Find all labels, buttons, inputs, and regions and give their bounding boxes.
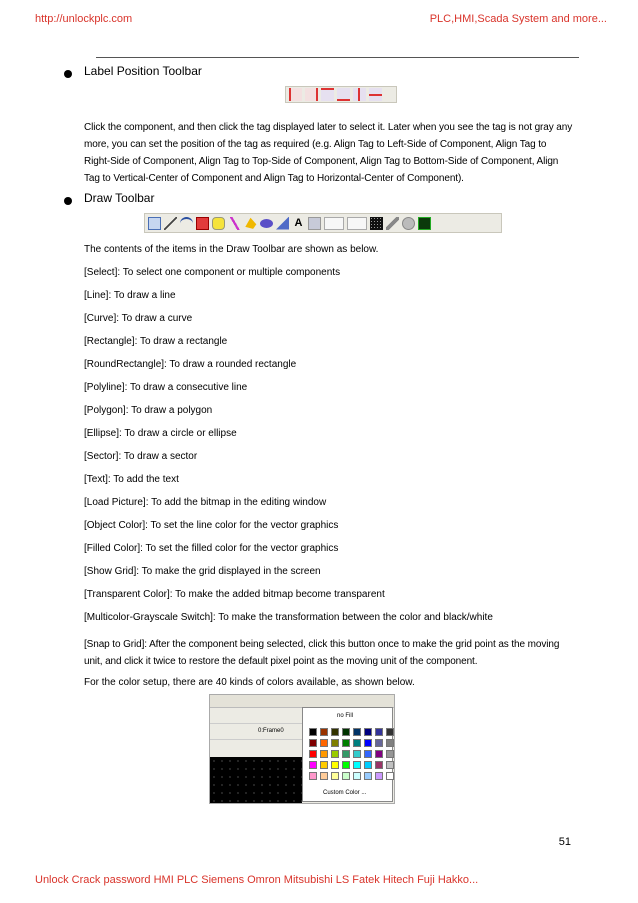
- frame-row: [210, 723, 302, 740]
- color-swatch[interactable]: [364, 761, 372, 769]
- color-swatch[interactable]: [309, 739, 317, 747]
- ellipse-icon[interactable]: [260, 219, 273, 228]
- color-swatch[interactable]: [364, 772, 372, 780]
- draw-item-line: [Ellipse]: To draw a circle or ellipse: [84, 428, 237, 439]
- color-palette-screenshot: [209, 694, 395, 804]
- color-swatch[interactable]: [342, 772, 350, 780]
- color-swatch[interactable]: [353, 728, 361, 736]
- custom-color-option[interactable]: Custom Color ...: [323, 790, 367, 796]
- filled-color-icon[interactable]: [347, 217, 367, 230]
- snap-to-grid-description: [Snap to Grid]: After the component being selected, click this button once to make the grid point as the moving unit, and click it twice to restore the default pixel point as the moving unit of the component.: [84, 639, 560, 667]
- color-swatch[interactable]: [309, 772, 317, 780]
- roundrect-icon[interactable]: [212, 217, 225, 230]
- load-picture-icon[interactable]: [308, 217, 321, 230]
- color-swatch[interactable]: [331, 772, 339, 780]
- draw-item-line: [Transparent Color]: To make the added bitmap become transparent: [84, 589, 385, 600]
- draw-item-line: [Load Picture]: To add the bitmap in the editing window: [84, 497, 327, 508]
- color-swatch[interactable]: [386, 772, 394, 780]
- color-swatch[interactable]: [375, 728, 383, 736]
- line-icon[interactable]: [164, 217, 177, 230]
- color-swatches: [309, 728, 394, 780]
- header-tagline: PLC,HMI,Scada System and more...: [429, 13, 607, 25]
- color-swatch[interactable]: [386, 761, 394, 769]
- align-vcenter-icon[interactable]: [353, 88, 366, 101]
- color-swatch[interactable]: [320, 739, 328, 747]
- label-position-toolbar: [285, 86, 397, 103]
- bullet: [64, 70, 72, 78]
- section-title-draw-toolbar: Draw Toolbar: [84, 191, 155, 205]
- align-right-icon[interactable]: [305, 88, 318, 101]
- color-swatch[interactable]: [331, 739, 339, 747]
- draw-item-line: [Multicolor-Grayscale Switch]: To make the transformation between the color and black/white: [84, 612, 493, 623]
- color-swatch[interactable]: [364, 750, 372, 758]
- color-dropdown[interactable]: [302, 707, 393, 802]
- snap-grid-icon[interactable]: [418, 217, 431, 230]
- draw-item-line: [Rectangle]: To draw a rectangle: [84, 336, 228, 347]
- polygon-icon[interactable]: [244, 217, 257, 230]
- color-swatch[interactable]: [342, 750, 350, 758]
- align-top-icon[interactable]: [321, 88, 334, 101]
- color-swatch[interactable]: [309, 728, 317, 736]
- frame-field[interactable]: 0:Frame0: [258, 728, 284, 734]
- color-swatch[interactable]: [386, 750, 394, 758]
- align-left-icon[interactable]: [289, 88, 302, 101]
- color-swatch[interactable]: [342, 739, 350, 747]
- rectangle-icon[interactable]: [196, 217, 209, 230]
- color-swatch[interactable]: [386, 739, 394, 747]
- section-title-label-position: Label Position Toolbar: [84, 64, 202, 78]
- color-swatch[interactable]: [364, 728, 372, 736]
- color-swatch[interactable]: [320, 750, 328, 758]
- color-swatch[interactable]: [342, 728, 350, 736]
- draw-item-line: [Object Color]: To set the line color for the vector graphics: [84, 520, 339, 531]
- color-setup-intro: For the color setup, there are 40 kinds of colors available, as shown below.: [84, 677, 415, 688]
- color-swatch[interactable]: [353, 750, 361, 758]
- color-swatch[interactable]: [375, 739, 383, 747]
- editor-grid-area: [210, 757, 302, 803]
- header-url[interactable]: http://unlockplc.com: [35, 13, 133, 25]
- color-swatch[interactable]: [331, 761, 339, 769]
- color-swatch[interactable]: [364, 739, 372, 747]
- color-swatch[interactable]: [320, 772, 328, 780]
- sector-icon[interactable]: [276, 217, 289, 230]
- draw-item-line: [RoundRectangle]: To draw a rounded rectangle: [84, 359, 297, 370]
- text-icon[interactable]: A: [294, 216, 303, 229]
- color-swatch[interactable]: [309, 761, 317, 769]
- color-swatch[interactable]: [342, 761, 350, 769]
- draw-item-line: [Sector]: To draw a sector: [84, 451, 198, 462]
- align-hcenter-icon[interactable]: [369, 88, 382, 101]
- draw-item-line: [Show Grid]: To make the grid displayed in the screen: [84, 566, 321, 577]
- palette-toolbar-row4: [210, 739, 302, 757]
- color-swatch[interactable]: [331, 728, 339, 736]
- transparent-icon[interactable]: [386, 217, 399, 230]
- curve-icon[interactable]: [180, 217, 193, 230]
- polyline-icon[interactable]: [228, 217, 241, 230]
- draw-item-line: [Select]: To select one component or multiple components: [84, 267, 341, 278]
- draw-toolbar: [144, 213, 502, 233]
- label-toolbar-description: Click the component, and then click the tag displayed later to select it. Later when you see the tag is not gray any more, you can set the position of the tag as required (e.g. Align Tag to Left-Side of Component, Align Tag to Right-Side of Component, Align Tag to Top-Side of Component, Align Tag to Bottom-Side of Component, Align Tag to Vertical-Center of Component and Align Tag to Horizontal-Center of Component).: [84, 122, 573, 184]
- color-swatch[interactable]: [320, 761, 328, 769]
- object-color-icon[interactable]: [324, 217, 344, 230]
- color-swatch[interactable]: [331, 750, 339, 758]
- color-swatch[interactable]: [375, 750, 383, 758]
- grayscale-icon[interactable]: [402, 217, 415, 230]
- header-rule: [96, 57, 579, 58]
- draw-item-line: [Polygon]: To draw a polygon: [84, 405, 213, 416]
- page-number: 51: [558, 836, 571, 848]
- color-swatch[interactable]: [320, 728, 328, 736]
- palette-toolbar-row2: [210, 707, 302, 724]
- draw-item-line: [Line]: To draw a line: [84, 290, 176, 301]
- no-fill-option[interactable]: no Fill: [337, 713, 354, 719]
- draw-item-line: [Polyline]: To draw a consecutive line: [84, 382, 248, 393]
- show-grid-icon[interactable]: [370, 217, 383, 230]
- color-swatch[interactable]: [353, 739, 361, 747]
- color-swatch[interactable]: [386, 728, 394, 736]
- footer-link[interactable]: Unlock Crack password HMI PLC Siemens Omron Mitsubishi LS Fatek Hitech Fuji Hakko...: [35, 874, 479, 886]
- draw-item-line: The contents of the items in the Draw Toolbar are shown as below.: [84, 244, 379, 255]
- color-swatch[interactable]: [353, 761, 361, 769]
- draw-item-line: [Text]: To add the text: [84, 474, 179, 485]
- color-swatch[interactable]: [309, 750, 317, 758]
- color-swatch[interactable]: [375, 761, 383, 769]
- color-swatch[interactable]: [375, 772, 383, 780]
- bullet: [64, 197, 72, 205]
- select-icon[interactable]: [148, 217, 161, 230]
- draw-item-line: [Curve]: To draw a curve: [84, 313, 193, 324]
- draw-item-line: [Filled Color]: To set the filled color for the vector graphics: [84, 543, 339, 554]
- color-swatch[interactable]: [353, 772, 361, 780]
- align-bottom-icon[interactable]: [337, 88, 350, 101]
